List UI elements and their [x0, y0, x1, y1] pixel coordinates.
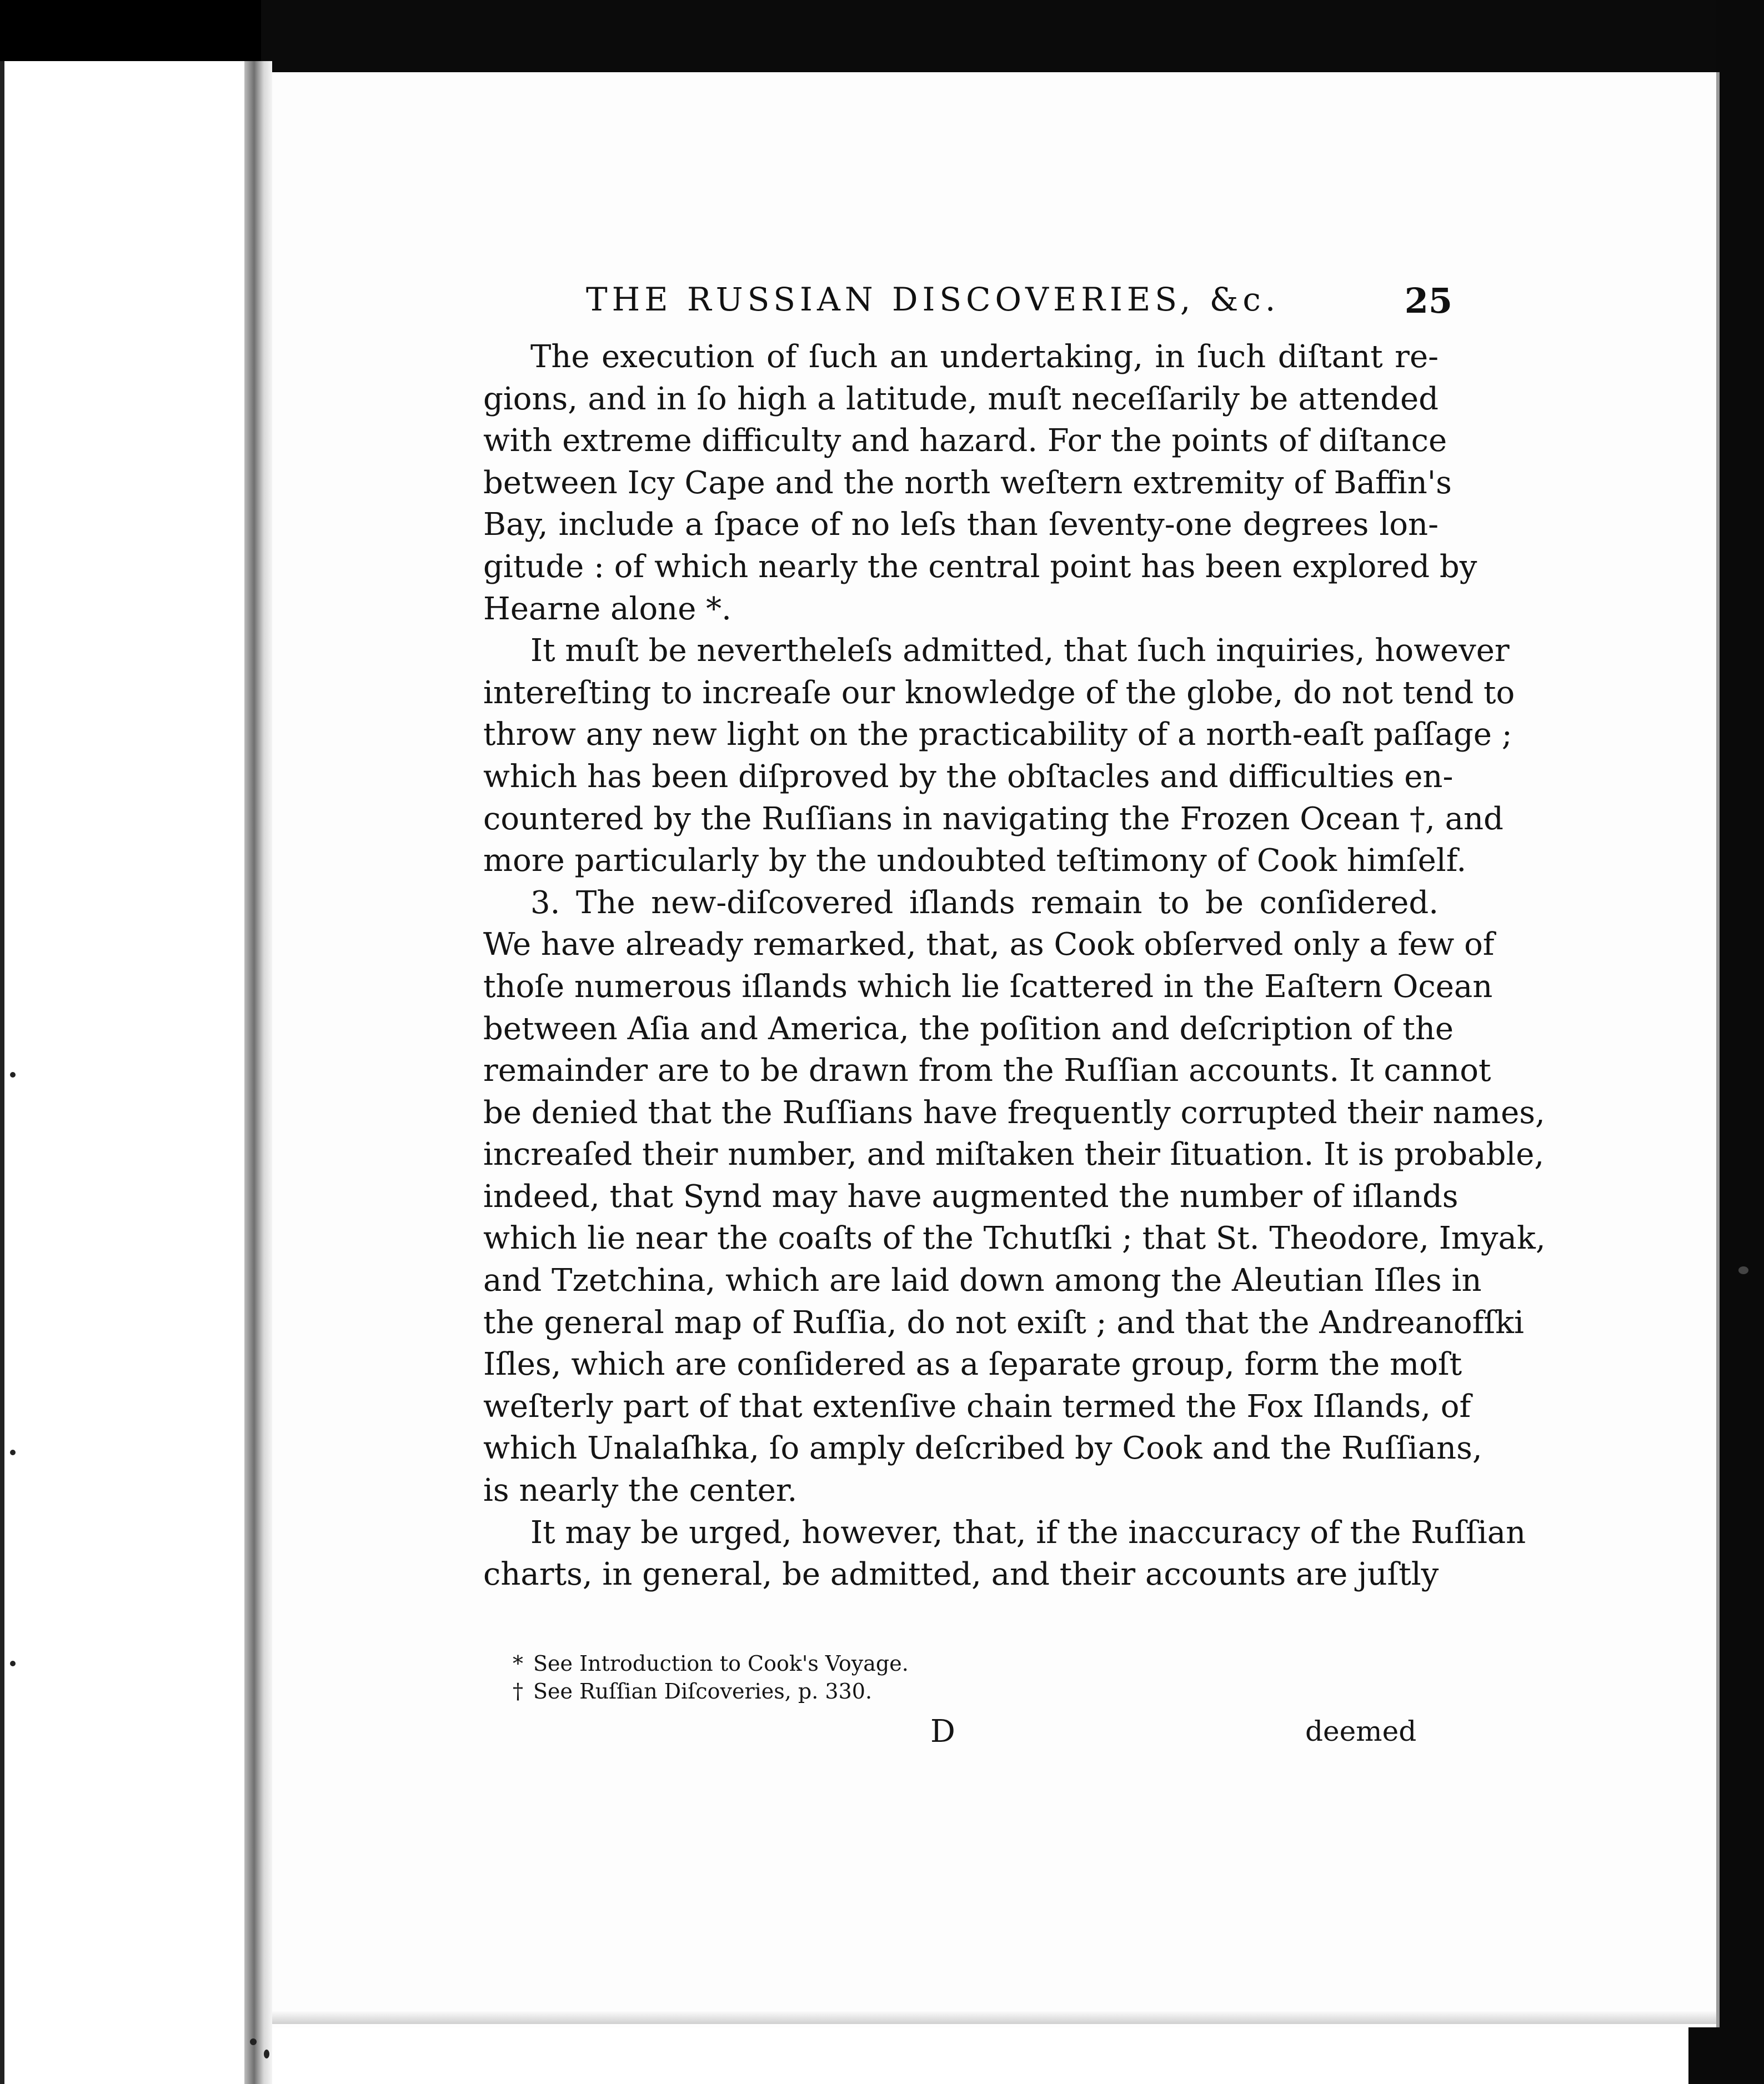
text-line: and Tzetchina, which are laid down among the Aleutian Iſles in	[483, 1263, 1482, 1299]
footnotes	[503, 1650, 1058, 1705]
text-line: the general map of Ruſſia, do not exiſt ; and that the Andreanofſki	[483, 1304, 1524, 1341]
text-line: be denied that the Ruſſians have frequently corrupted their names,	[483, 1094, 1545, 1131]
text-line: with extreme difficulty and hazard. For the points of diſtance	[483, 423, 1447, 459]
scan-speck	[10, 1072, 16, 1078]
text-line: intereſting to increaſe our knowledge of the globe, do not tend to	[483, 674, 1515, 711]
footnote-text: See Introduction to Cook's Voyage.	[533, 1651, 909, 1676]
footnote-mark: *	[513, 1651, 523, 1676]
text-line: throw any new light on the practicability of a north-eaſt paſſage ;	[483, 717, 1512, 753]
text-line: which Unalaſhka, ſo amply deſcribed by Cook and the Ruſſians,	[483, 1430, 1482, 1467]
text-line: indeed, that Synd may have augmented the number of iſlands	[483, 1178, 1459, 1215]
body-text	[483, 336, 1546, 1596]
text-line: It muſt be nevertheleſs admitted, that ſuch inquiries, however	[530, 633, 1510, 669]
text-line: Bay, include a ſpace of no leſs than ſeventy-one degrees lon-	[483, 507, 1439, 543]
signature-mark: D	[930, 1714, 955, 1750]
page-number: 25	[1404, 280, 1452, 321]
text-line: increaſed their number, and miſtaken their ſituation. It is probable,	[483, 1136, 1545, 1173]
facing-page-sliver	[0, 61, 244, 2084]
footnote-mark: †	[513, 1679, 523, 1704]
footnote-text: See Ruſſian Diſcoveries, p. 330.	[533, 1679, 873, 1704]
text-line: which has been diſproved by the obſtacles and difficulties en-	[483, 758, 1454, 795]
scan-speck	[250, 2038, 257, 2045]
text-line: The execution of ſuch an undertaking, in ſuch diſtant re-	[530, 339, 1439, 375]
text-line: is nearly the center.	[483, 1472, 798, 1509]
text-line: thoſe numerous iſlands which lie ſcattered in the Eaſtern Ocean	[483, 968, 1493, 1005]
text-line: remainder are to be drawn from the Ruſſian accounts. It cannot	[483, 1053, 1491, 1089]
scan-speck	[1738, 1266, 1748, 1274]
text-line: countered by the Ruſſians in navigating the Frozen Ocean †, and	[483, 800, 1504, 837]
text-line: between Icy Cape and the north weſtern extremity of Baffin's	[483, 464, 1452, 501]
text-line: which lie near the coaſts of the Tchutſki ; that St. Theodore, Imyak,	[483, 1220, 1546, 1257]
scan-speck	[10, 1661, 16, 1666]
footnote	[503, 1650, 1058, 1677]
text-line: It may be urged, however, that, if the inaccuracy of the Ruſſian	[530, 1514, 1526, 1551]
text-line: gitude : of which nearly the central point has been explored by	[483, 548, 1477, 585]
text-line: weſterly part of that extenſive chain termed the Fox Iſlands, of	[483, 1388, 1471, 1425]
scan-speck	[10, 1450, 16, 1455]
text-line: charts, in general, be admitted, and their accounts are juſtly	[483, 1556, 1439, 1593]
facing-page-edge	[0, 61, 4, 2084]
catchword: deemed	[1305, 1715, 1417, 1747]
text-line: between Aſia and America, the poſition and deſcription of the	[483, 1010, 1454, 1047]
scan-border-right	[1716, 0, 1764, 2084]
running-title: THE RUSSIAN DISCOVERIES, &c.	[586, 280, 1280, 318]
text-line: We have already remarked, that, as Cook obſerved only a few of	[483, 926, 1495, 963]
running-head	[586, 280, 1452, 325]
page-bottom-edge	[272, 2011, 1716, 2024]
text-line: gions, and in ſo high a latitude, muſt neceſſarily be attended	[483, 380, 1439, 417]
text-line: more particularly by the undoubted teſtimony of Cook himſelf.	[483, 843, 1467, 879]
scan-speck	[264, 2050, 269, 2058]
footnote	[503, 1677, 1058, 1705]
scan-border-corner	[0, 0, 261, 61]
book-spine-gutter	[244, 61, 272, 2084]
text-line: 3. The new-diſcovered iſlands remain to be conſidered.	[530, 884, 1439, 921]
text-line: Hearne alone *.	[483, 590, 731, 627]
text-line: Iſles, which are conſidered as a ſeparate group, form the moſt	[483, 1346, 1462, 1383]
